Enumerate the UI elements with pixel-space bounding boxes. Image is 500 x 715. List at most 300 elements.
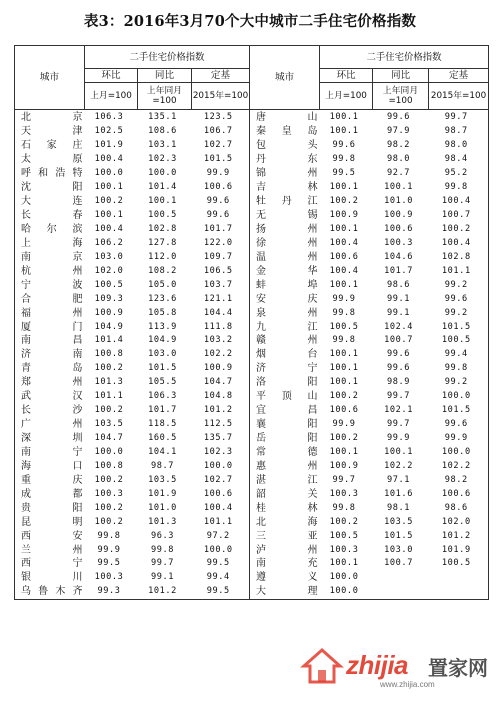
- table-row: [15, 181, 489, 195]
- index-value: 97.9: [386, 126, 411, 137]
- index-value: 100.4: [441, 237, 471, 248]
- index-value: 101.3: [148, 516, 177, 527]
- index-value: 101.2: [148, 586, 177, 597]
- index-value: 101.7: [148, 405, 177, 416]
- city-name: 长春: [21, 210, 83, 222]
- city-name: 北京: [21, 111, 83, 123]
- city-name: 贵阳: [21, 502, 83, 514]
- index-value: 100.1: [329, 446, 359, 457]
- index-value: 101.1: [203, 516, 233, 527]
- index-value: 100.4: [329, 237, 359, 248]
- index-value: [373, 585, 429, 599]
- city-name: 天津: [21, 126, 83, 138]
- table-row: [15, 543, 489, 557]
- yoy-header: 同比: [138, 69, 192, 83]
- table-row: [15, 153, 489, 167]
- index-value: 100.1: [384, 446, 413, 457]
- index-value: 99.5: [97, 558, 121, 569]
- index-value: 103.5: [94, 419, 124, 430]
- index-value: 101.0: [384, 196, 413, 207]
- watermark-url: www.zhijia.com: [380, 680, 435, 689]
- index-value: 100.0: [441, 391, 471, 402]
- index-value: 103.2: [203, 335, 233, 346]
- index-value: 101.1: [441, 265, 471, 276]
- index-value: 99.8: [444, 182, 468, 193]
- index-value: 102.2: [384, 460, 413, 471]
- table-row: [15, 320, 489, 334]
- index-value: 99.9: [332, 419, 356, 430]
- city-name: 常德: [250, 446, 320, 460]
- city-name: 福州: [21, 307, 83, 319]
- city-name: 桂林: [250, 501, 320, 515]
- index-value: 99.9: [444, 433, 468, 444]
- base-label: 2015年=100: [192, 83, 250, 110]
- index-value: 102.3: [203, 446, 233, 457]
- city-name: 济宁: [250, 362, 320, 376]
- index-value: 100.6: [329, 405, 359, 416]
- index-value: 100.0: [94, 446, 124, 457]
- index-value: 99.4: [206, 572, 230, 583]
- city-name: 烟台: [250, 348, 320, 362]
- index-value: 100.0: [94, 168, 124, 179]
- index-value: 100.1: [329, 182, 359, 193]
- base-label: 上月=100: [320, 83, 373, 110]
- table-row: [15, 459, 489, 473]
- index-value: 100.0: [148, 168, 177, 179]
- base-label: 2015年=100: [429, 83, 489, 110]
- index-value: 100.2: [94, 474, 124, 485]
- city-name: 三亚: [250, 529, 320, 543]
- index-value: 99.6: [206, 196, 230, 207]
- group-header-right: 二手住宅价格指数: [320, 46, 489, 69]
- index-value: 100.9: [203, 363, 233, 374]
- index-value: 100.1: [329, 112, 359, 123]
- index-value: 99.8: [444, 363, 468, 374]
- index-value: 111.8: [203, 321, 233, 332]
- index-value: 103.5: [384, 516, 413, 527]
- index-value: 99.8: [332, 307, 356, 318]
- index-value: 99.5: [332, 168, 356, 179]
- city-name: 惠州: [250, 459, 320, 473]
- index-value: 100.9: [329, 210, 359, 221]
- index-value: 100.0: [203, 460, 233, 471]
- index-value: 100.5: [148, 210, 177, 221]
- city-name: 包头: [250, 139, 320, 153]
- index-value: 105.0: [148, 279, 177, 290]
- index-value: 99.8: [97, 530, 121, 541]
- index-value: 135.7: [203, 433, 233, 444]
- table-row: [15, 446, 489, 460]
- index-value: 106.5: [203, 265, 233, 276]
- city-name: 丹东: [250, 153, 320, 167]
- mom-header: 环比: [320, 69, 373, 83]
- index-value: 99.6: [386, 363, 411, 374]
- city-name: 南昌: [21, 335, 83, 347]
- index-value: 99.7: [444, 112, 468, 123]
- index-value: 99.7: [386, 419, 411, 430]
- index-value: 100.2: [329, 196, 359, 207]
- index-value: 99.9: [386, 433, 411, 444]
- index-value: 102.0: [94, 265, 124, 276]
- index-value: 104.4: [203, 307, 233, 318]
- city-name: 石家庄: [21, 140, 83, 152]
- table-row: [15, 376, 489, 390]
- page-title: 表3：2016年3月70个大中城市二手住宅价格指数: [83, 13, 417, 30]
- watermark-cn: 置家网: [428, 656, 488, 680]
- index-value: 102.1: [384, 405, 413, 416]
- index-value: 101.2: [441, 530, 471, 541]
- index-value: 99.2: [444, 279, 468, 290]
- index-value: 121.1: [203, 293, 233, 304]
- index-value: 99.8: [332, 154, 356, 165]
- table-row: [15, 139, 489, 153]
- index-value: 101.5: [384, 530, 413, 541]
- watermark: [300, 636, 500, 696]
- city-name: 西安: [21, 530, 83, 542]
- city-name: 温州: [250, 250, 320, 264]
- table-row: [15, 432, 489, 446]
- index-value: 100.1: [94, 182, 124, 193]
- index-value: 98.9: [386, 377, 411, 388]
- index-value: 98.1: [386, 502, 411, 513]
- index-value: 100.2: [94, 405, 124, 416]
- index-value: 123.6: [148, 293, 177, 304]
- index-value: 99.9: [97, 544, 121, 555]
- index-value: 103.5: [148, 474, 177, 485]
- index-value: 100.2: [329, 391, 359, 402]
- index-value: 100.0: [203, 544, 233, 555]
- table-row: [15, 125, 489, 139]
- index-value: 101.3: [94, 377, 124, 388]
- index-value: 101.9: [94, 140, 124, 151]
- index-value: 99.3: [97, 586, 121, 597]
- city-name: 乌鲁木齐: [21, 586, 83, 598]
- index-value: 99.7: [150, 558, 175, 569]
- index-value: 99.6: [444, 419, 468, 430]
- city-name: 深圳: [21, 433, 83, 445]
- index-value: 100.2: [94, 363, 124, 374]
- index-value: 102.3: [148, 154, 177, 165]
- index-value: 102.5: [94, 126, 124, 137]
- index-value: 101.5: [148, 363, 177, 374]
- table-row: [15, 585, 489, 599]
- index-value: 100.1: [329, 377, 359, 388]
- city-name: 呼和浩特: [21, 168, 83, 180]
- index-value: 100.8: [94, 349, 124, 360]
- table-row: [15, 418, 489, 432]
- index-value: 99.6: [332, 140, 356, 151]
- index-value: 99.9: [206, 168, 230, 179]
- table-row: [15, 110, 489, 125]
- city-name: 襄阳: [250, 418, 320, 432]
- index-value: 101.4: [148, 182, 177, 193]
- index-value: 100.5: [329, 321, 359, 332]
- city-name: 哈尔滨: [21, 223, 83, 235]
- index-value: 101.1: [94, 391, 124, 402]
- index-value: 127.8: [148, 237, 177, 248]
- index-value: 109.7: [203, 251, 233, 262]
- city-name: 安庆: [250, 292, 320, 306]
- index-value: 95.2: [444, 168, 468, 179]
- city-name: 银川: [21, 572, 83, 584]
- city-name: 上海: [21, 237, 83, 249]
- index-value: 104.7: [203, 377, 233, 388]
- index-value: 98.7: [444, 126, 468, 137]
- city-name: 南京: [21, 251, 83, 263]
- group-header-left: 二手住宅价格指数: [85, 46, 250, 69]
- index-value: 104.8: [203, 391, 233, 402]
- index-value: 104.9: [148, 335, 177, 346]
- city-name: 兰州: [21, 544, 83, 556]
- index-value: 100.8: [94, 460, 124, 471]
- mom-header: 环比: [85, 69, 138, 83]
- index-value: 102.0: [441, 516, 471, 527]
- city-name: 宁波: [21, 279, 83, 291]
- city-name: 大连: [21, 196, 83, 208]
- index-value: [429, 571, 489, 585]
- table-row: [15, 236, 489, 250]
- city-name: 沈阳: [21, 182, 83, 194]
- city-name: 合肥: [21, 293, 83, 305]
- index-value: 99.1: [386, 293, 411, 304]
- city-name: 西宁: [21, 558, 83, 570]
- index-value: 102.2: [203, 349, 233, 360]
- price-index-table: [14, 45, 489, 600]
- index-value: 100.3: [94, 488, 124, 499]
- table-row: [15, 167, 489, 181]
- index-value: 98.0: [386, 154, 411, 165]
- index-value: 101.0: [148, 502, 177, 513]
- index-value: 103.0: [148, 349, 177, 360]
- city-name: 无锡: [250, 209, 320, 223]
- base-label: 上月=100: [85, 83, 138, 110]
- city-name: 吉林: [250, 181, 320, 195]
- index-value: 102.4: [384, 321, 413, 332]
- index-value: 99.8: [150, 544, 175, 555]
- city-name: 扬州: [250, 223, 320, 237]
- index-value: 99.1: [150, 572, 175, 583]
- index-value: 99.8: [332, 502, 356, 513]
- index-value: 103.1: [148, 140, 177, 151]
- index-value: 98.6: [386, 279, 411, 290]
- index-value: 105.8: [148, 307, 177, 318]
- index-value: 100.1: [329, 349, 359, 360]
- table-row: [15, 501, 489, 515]
- table-row: [15, 195, 489, 209]
- city-name: 徐州: [250, 236, 320, 250]
- table-row: [15, 278, 489, 292]
- city-name: 青岛: [21, 363, 83, 375]
- index-value: 99.6: [444, 293, 468, 304]
- index-value: 102.2: [441, 460, 471, 471]
- index-value: 100.6: [203, 488, 233, 499]
- index-value: 97.1: [386, 474, 411, 485]
- city-name: 唐山: [250, 110, 320, 125]
- table-row: [15, 529, 489, 543]
- city-name: 北海: [250, 515, 320, 529]
- index-value: 100.0: [441, 446, 471, 457]
- index-value: 100.2: [94, 502, 124, 513]
- table-row: [15, 292, 489, 306]
- index-value: 100.2: [329, 516, 359, 527]
- city-name: 九江: [250, 320, 320, 334]
- index-value: 99.7: [332, 474, 356, 485]
- index-value: 100.9: [329, 460, 359, 471]
- index-value: 100.1: [329, 223, 359, 234]
- index-value: 99.6: [386, 349, 411, 360]
- base-label: 上年同月=100: [373, 83, 429, 110]
- table-row: [15, 390, 489, 404]
- index-value: 100.2: [94, 516, 124, 527]
- index-value: 160.5: [148, 433, 177, 444]
- table-row: [15, 557, 489, 571]
- index-value: 106.7: [203, 126, 233, 137]
- index-value: 108.6: [148, 126, 177, 137]
- table-row: [15, 264, 489, 278]
- index-value: 106.3: [148, 391, 177, 402]
- table-row: [15, 515, 489, 529]
- index-value: 100.5: [94, 279, 124, 290]
- index-value: 108.2: [148, 265, 177, 276]
- index-value: 106.3: [94, 112, 124, 123]
- index-value: 100.1: [329, 126, 359, 137]
- index-value: [429, 585, 489, 599]
- index-value: 99.2: [444, 377, 468, 388]
- table-row: [15, 250, 489, 264]
- table-row: [15, 473, 489, 487]
- watermark-brand: zhijia: [346, 650, 409, 680]
- index-value: 96.3: [150, 530, 175, 541]
- table-row: [15, 223, 489, 237]
- city-name: 牡丹江: [250, 195, 320, 209]
- index-value: 100.4: [94, 154, 124, 165]
- city-name: 赣州: [250, 334, 320, 348]
- city-name: 泉州: [250, 306, 320, 320]
- house-logo-icon: [300, 644, 344, 688]
- table-row: [15, 306, 489, 320]
- index-value: 135.1: [148, 112, 177, 123]
- index-value: 99.8: [332, 335, 356, 346]
- city-name: 郑州: [21, 377, 83, 389]
- index-value: 100.0: [329, 572, 359, 583]
- index-value: 101.7: [384, 265, 413, 276]
- index-value: 101.4: [94, 335, 124, 346]
- index-value: 100.4: [329, 265, 359, 276]
- index-value: 104.7: [94, 433, 124, 444]
- table-row: [15, 571, 489, 585]
- city-name: 岳阳: [250, 432, 320, 446]
- city-name: 秦皇岛: [250, 125, 320, 139]
- city-name: 平顶山: [250, 390, 320, 404]
- index-value: 101.7: [203, 223, 233, 234]
- index-value: 122.0: [203, 237, 233, 248]
- index-value: 103.7: [203, 279, 233, 290]
- index-value: 102.8: [148, 223, 177, 234]
- index-value: 100.3: [329, 488, 359, 499]
- city-header-right: 城市: [250, 46, 320, 110]
- index-value: 106.2: [94, 237, 124, 248]
- city-name: 蚌埠: [250, 278, 320, 292]
- index-value: 102.8: [441, 251, 471, 262]
- table-body: [15, 110, 489, 600]
- table-row: [15, 209, 489, 223]
- index-value: 98.4: [444, 154, 468, 165]
- index-value: 100.2: [329, 433, 359, 444]
- index-value: 100.9: [384, 210, 413, 221]
- index-value: 100.2: [94, 196, 124, 207]
- index-value: 99.5: [206, 558, 230, 569]
- base-label: 上年同月=100: [138, 83, 192, 110]
- index-value: 98.0: [444, 140, 468, 151]
- index-value: 98.2: [444, 474, 468, 485]
- index-value: 113.9: [148, 321, 177, 332]
- index-value: 100.1: [148, 196, 177, 207]
- index-value: 109.3: [94, 293, 124, 304]
- index-value: 98.7: [150, 460, 175, 471]
- index-value: 100.1: [384, 182, 413, 193]
- index-value: 112.0: [148, 251, 177, 262]
- index-value: 100.5: [329, 530, 359, 541]
- index-value: 99.9: [332, 293, 356, 304]
- index-value: 98.2: [386, 140, 411, 151]
- index-value: 100.7: [384, 558, 413, 569]
- index-value: 100.5: [441, 335, 471, 346]
- index-value: 97.2: [206, 530, 230, 541]
- index-value: 100.4: [441, 196, 471, 207]
- index-value: 100.1: [329, 558, 359, 569]
- index-value: 100.3: [329, 544, 359, 555]
- city-name: 厦门: [21, 321, 83, 333]
- fixed-base-header: 定基: [192, 69, 250, 83]
- index-value: 101.5: [441, 321, 471, 332]
- index-value: 101.9: [148, 488, 177, 499]
- index-value: 100.7: [384, 335, 413, 346]
- index-value: 103.0: [94, 251, 124, 262]
- city-name: 昆明: [21, 516, 83, 528]
- index-value: 100.0: [329, 586, 359, 597]
- index-value: 101.9: [441, 544, 471, 555]
- index-value: 123.5: [203, 112, 233, 123]
- index-value: 99.6: [386, 112, 411, 123]
- index-value: 100.3: [384, 237, 413, 248]
- city-name: 南宁: [21, 446, 83, 458]
- city-name: 济南: [21, 349, 83, 361]
- city-name: 遵义: [250, 571, 320, 585]
- index-value: 100.9: [94, 307, 124, 318]
- table-row: [15, 404, 489, 418]
- index-value: 100.6: [384, 223, 413, 234]
- city-name: 长沙: [21, 405, 83, 417]
- city-header-left: 城市: [15, 46, 85, 110]
- index-value: 100.6: [329, 251, 359, 262]
- city-name: 南充: [250, 557, 320, 571]
- yoy-header: 同比: [373, 69, 429, 83]
- city-name: 海口: [21, 460, 83, 472]
- city-name: 成都: [21, 488, 83, 500]
- city-name: 泸州: [250, 543, 320, 557]
- index-value: 100.1: [94, 210, 124, 221]
- table-row: [15, 487, 489, 501]
- city-name: 大理: [250, 585, 320, 599]
- index-value: 99.5: [206, 586, 230, 597]
- index-value: 99.6: [206, 210, 230, 221]
- index-value: 101.5: [203, 154, 233, 165]
- index-value: 100.5: [441, 558, 471, 569]
- index-value: 118.5: [148, 419, 177, 430]
- index-value: 101.2: [203, 405, 233, 416]
- index-value: 100.4: [94, 223, 124, 234]
- city-name: 湛江: [250, 473, 320, 487]
